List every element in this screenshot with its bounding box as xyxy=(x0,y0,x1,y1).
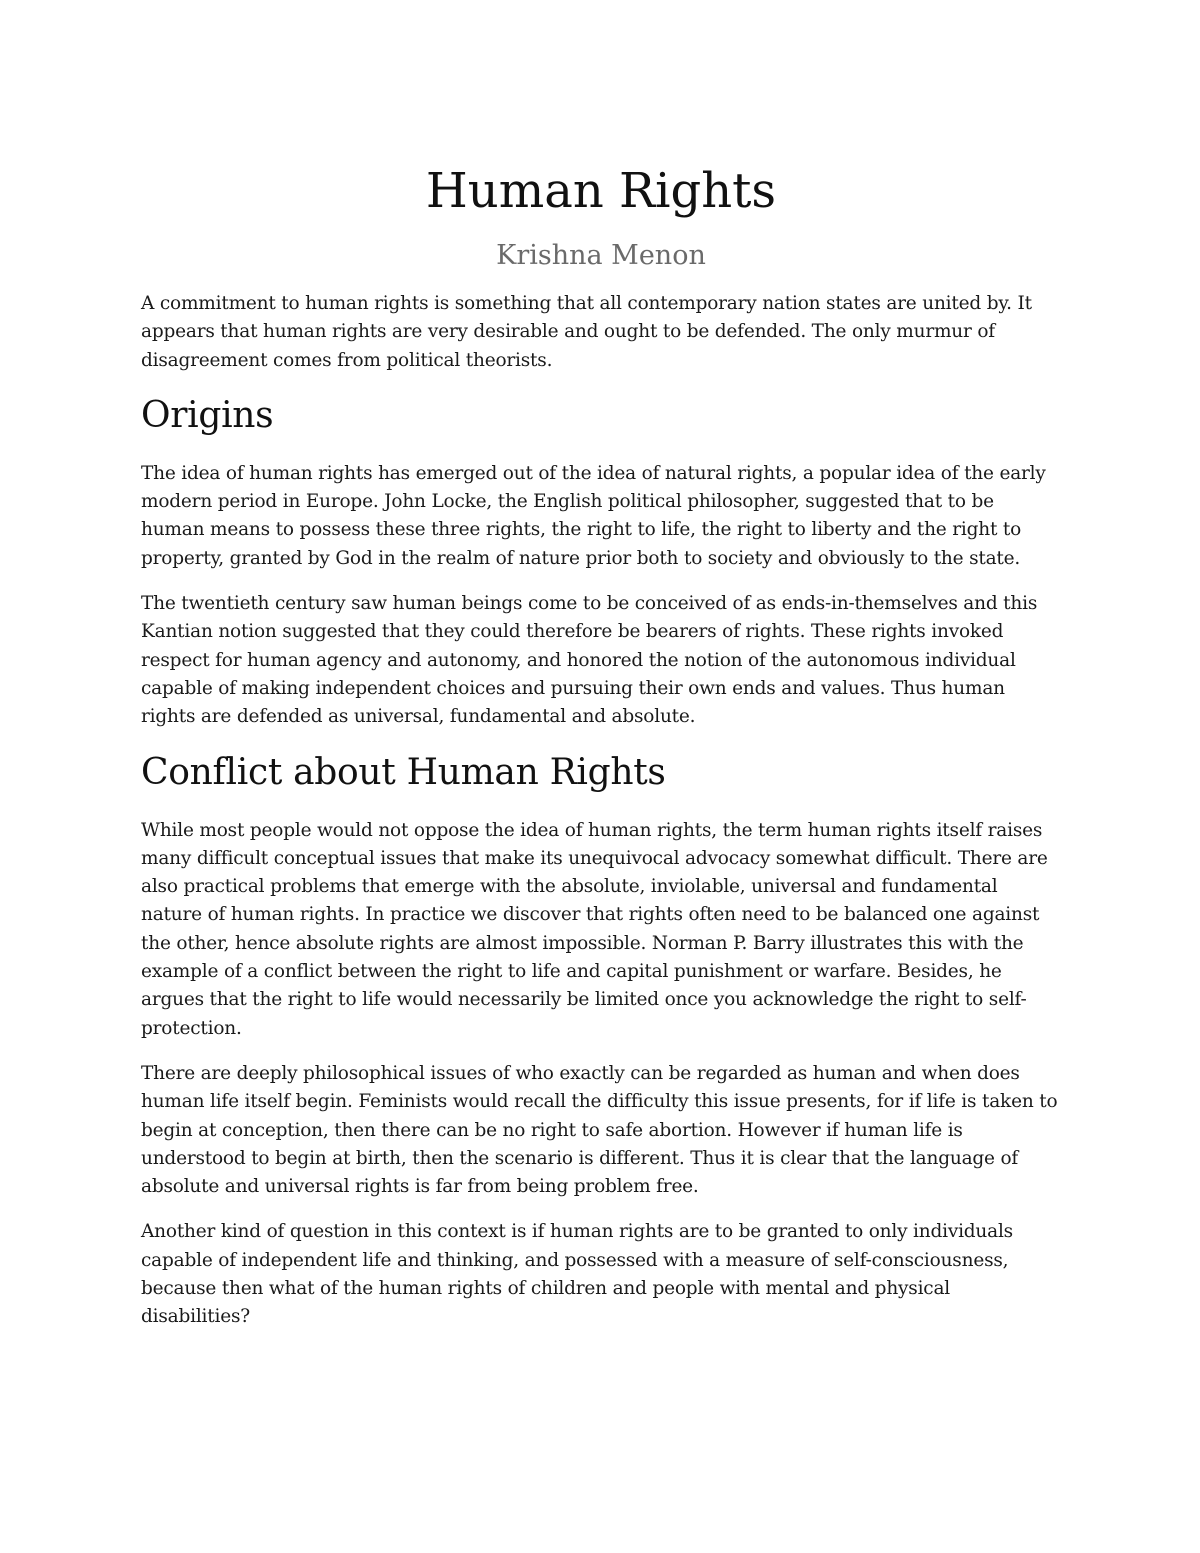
intro-paragraph: A commitment to human rights is something that all contemporary nation states are united by. It appears that human rights are very desirable and ought to be defended. The only murmur of disagreement comes from political theorists. xyxy=(141,293,1032,371)
document-page xyxy=(141,158,1061,1349)
body-paragraph: The twentieth century saw human beings come to be conceived of as ends-in-themselves and this Kantian notion suggested that they could therefore be bearers of rights. These rights invoked respect for human agency and autonomy, and honored the notion of the autonomous individual capable of making independent choices and pursuing their own ends and values. Thus human rights are defended as universal, fundamental and absolute. xyxy=(141,593,1038,728)
section-origins xyxy=(141,392,1061,732)
body-paragraph: Another kind of question in this context is if human rights are to be granted to only individuals capable of independent life and thinking, and possessed with a measure of self-consciousness, because then what of the human rights of children and people with mental and physical disabilities? xyxy=(141,1221,1013,1328)
document-author: Krishna Menon xyxy=(496,240,706,271)
section-heading: Origins xyxy=(141,394,274,436)
section-heading: Conflict about Human Rights xyxy=(141,751,666,793)
section-conflict-about-human-rights xyxy=(141,749,1061,1332)
body-paragraph: While most people would not oppose the idea of human rights, the term human rights itself raises many difficult conceptual issues that make its unequivocal advocacy somewhat difficult. There are also practical problems that emerge with the absolute, inviolable, universal and fundamental nature of human rights. In practice we discover that rights often need to be balanced one against the other, hence absolute rights are almost impossible. Norman P. Barry illustrates this with the example of a conflict between the right to life and capital punishment or warfare. Besides, he argues that the right to life would necessarily be limited once you acknowledge the right to self-protection. xyxy=(141,819,1048,1039)
document-title: Human Rights xyxy=(425,163,777,219)
body-paragraph: There are deeply philosophical issues of who exactly can be regarded as human and when does human life itself begin. Feminists would recall the difficulty this issue presents, for if life is taken to begin at conception, then there can be no right to safe abortion. However if human life is understood to begin at birth, then the scenario is different. Thus it is clear that the language of absolute and universal rights is far from being problem free. xyxy=(141,1062,1058,1198)
body-paragraph: The idea of human rights has emerged out of the idea of natural rights, a popular idea of the early modern period in Europe. John Locke, the English political philosopher, suggested that to be human means to possess these three rights, the right to life, the right to liberty and the right to property, granted by God in the realm of nature prior both to society and obviously to the state. xyxy=(141,462,1046,569)
